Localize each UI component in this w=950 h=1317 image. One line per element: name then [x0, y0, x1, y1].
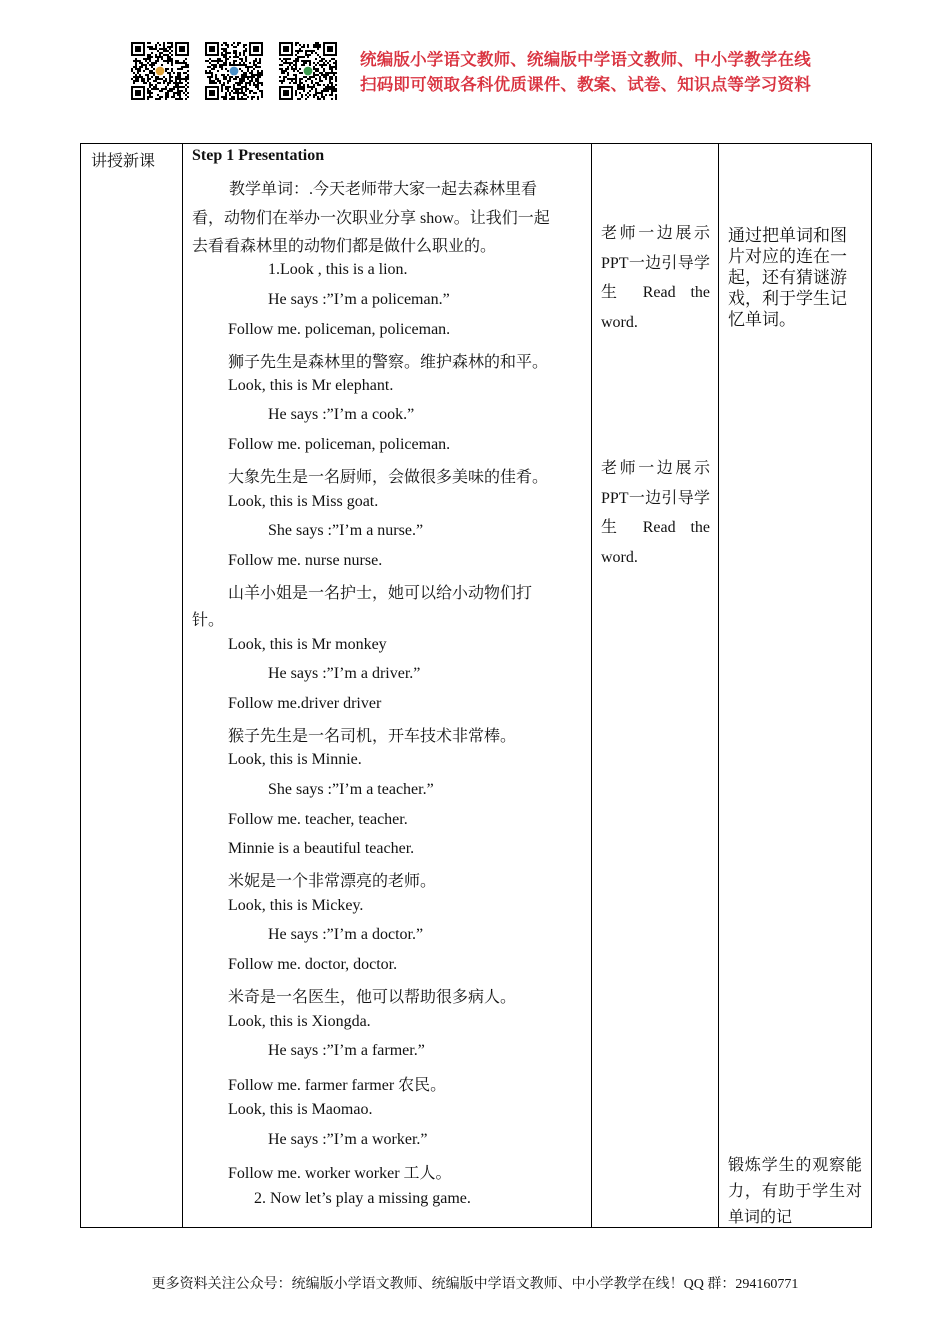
design-intent-2: 锻炼学生的观察能力，有助于学生对单词的记: [728, 1157, 862, 1226]
content-line: 大象先生是一名厨师，会做很多美味的佳肴。: [228, 469, 549, 486]
content-line: He says :”I’m a farmer.”: [268, 1042, 425, 1059]
content-line: Follow me. worker worker 工人。: [228, 1165, 452, 1182]
content-line: He says :”I’m a cook.”: [268, 406, 415, 423]
content-line: She says :”I’m a nurse.”: [268, 522, 424, 539]
content-line: 针。: [192, 612, 225, 629]
content-line: She says :”I’m a teacher.”: [268, 781, 434, 798]
teacher-note-1: 老师一边展示PPT一边引导学生 Read the word.: [601, 225, 710, 331]
content-line: Minnie is a beautiful teacher.: [228, 840, 415, 857]
content-line: He says :”I’m a worker.”: [268, 1131, 428, 1148]
content-line: Look, this is Miss goat.: [228, 493, 379, 510]
content-line: He says :”I’m a doctor.”: [268, 926, 424, 943]
content-line: Follow me. farmer farmer 农民。: [228, 1077, 447, 1094]
teacher-activity-cell: [592, 144, 719, 1228]
qr-code-2: [205, 42, 263, 100]
content-line: He says :”I’m a policeman.”: [268, 291, 450, 308]
content-line: Look, this is Mickey.: [228, 897, 364, 914]
teacher-note-2: 老师一边展示PPT一边引导学生 Read the word.: [601, 460, 710, 566]
content-line: Look, this is Xiongda.: [228, 1013, 371, 1030]
step-title: Step 1 Presentation: [192, 147, 325, 164]
content-line: 2. Now let’s play a missing game.: [254, 1190, 471, 1207]
banner-line-1: 统编版小学语文教师、统编版中学语文教师、中小学教学在线: [360, 50, 811, 69]
content-line: Look, this is Minnie.: [228, 751, 362, 768]
content-line: Follow me. policeman, policeman.: [228, 321, 451, 338]
content-line: 教学单词：.今天老师带大家一起去森林里看: [229, 181, 538, 198]
content-line: He says :”I’m a driver.”: [268, 665, 421, 682]
content-line: 狮子先生是森林里的警察。维护森林的和平。: [228, 354, 549, 371]
qr-code-1: [131, 42, 189, 100]
banner-line-2: 扫码即可领取各科优质课件、教案、试卷、知识点等学习资料: [360, 75, 811, 94]
section-cell: [81, 144, 183, 1228]
content-line: 山羊小姐是一名护士，她可以给小动物们打: [228, 585, 533, 602]
qr-code-3: [279, 42, 337, 100]
promo-banner: [360, 47, 811, 97]
content-line: 1.Look , this is a lion.: [268, 261, 408, 278]
content-line: 米妮是一个非常漂亮的老师。: [228, 873, 437, 890]
content-line: Follow me. doctor, doctor.: [228, 956, 398, 973]
content-line: Look, this is Maomao.: [228, 1101, 373, 1118]
content-line: Follow me.driver driver: [228, 695, 382, 712]
content-line: 米奇是一名医生，他可以帮助很多病人。: [228, 989, 517, 1006]
page-header: [0, 0, 950, 110]
section-label: 讲授新课: [91, 153, 156, 170]
content-line: Look, this is Mr elephant.: [228, 377, 394, 394]
content-line: 看，动物们在举办一次职业分享 show。让我们一起: [192, 210, 550, 227]
content-cell: [183, 144, 592, 1228]
content-line: Follow me. nurse nurse.: [228, 552, 383, 569]
content-line: Follow me. policeman, policeman.: [228, 436, 451, 453]
content-line: 猴子先生是一名司机，开车技术非常棒。: [228, 728, 517, 745]
content-line: 去看看森林里的动物们都是做什么职业的。: [192, 238, 497, 255]
page-footer: 更多资料关注公众号：统编版小学语文教师、统编版中学语文教师、中小学教学在线！QQ 群：294160771: [151, 1277, 799, 1292]
design-intent-cell: [719, 144, 872, 1228]
lesson-table: [80, 143, 872, 1228]
content-line: Follow me. teacher, teacher.: [228, 811, 408, 828]
design-intent-1: 通过把单词和图片对应的连在一起，还有猜谜游戏，利于学生记忆单词。: [728, 226, 847, 330]
content-line: Look, this is Mr monkey: [228, 636, 387, 653]
